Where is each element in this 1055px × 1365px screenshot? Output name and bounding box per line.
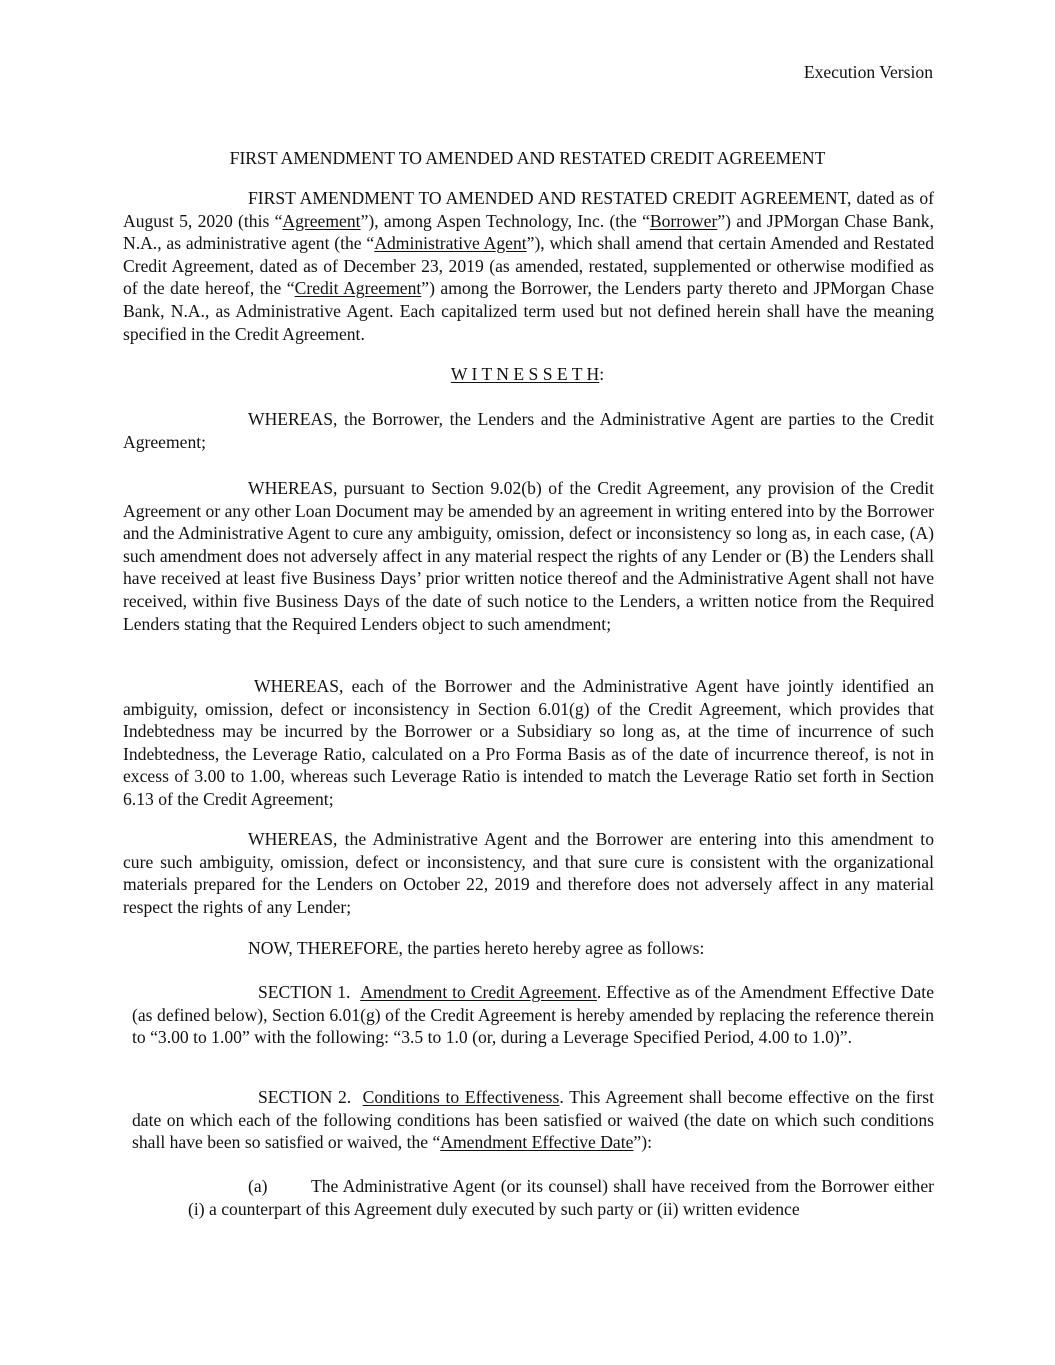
execution-version-label: Execution Version <box>803 62 933 82</box>
defined-term-borrower: Borrower <box>649 210 718 231</box>
defined-term-credit-agreement: Credit Agreement <box>294 278 422 299</box>
intro-paragraph: FIRST AMENDMENT TO AMENDED AND RESTATED CREDIT AGREEMENT, dated as of August 5, 2020 (this “Agreement”), among Aspen Technology, Inc. (the “Borrower”) and JPMorgan Chase Bank, N.A., as administrative agent (the “Administrative Agent”), which shall amend that certain Amended and Restated Credit Agreement, dated as of December 23, 2019 (as amended, restated, supplemented or otherwise modified as of the date hereof, the “Credit Agreement”) among the Borrower, the Lenders party thereto and JPMorgan Chase Bank, N.A., as Administrative Agent. Each capitalized term used but not defined herein shall have the meaning specified in the Credit Agreement. <box>123 188 935 344</box>
defined-term-amendment-effective-date: Amendment Effective Date <box>440 1132 634 1153</box>
section-2-number: SECTION 2. <box>258 1087 352 1107</box>
condition-a-label: (a) <box>248 1176 268 1196</box>
section-1-heading: Amendment to Credit Agreement <box>360 982 597 1002</box>
section-2-heading: Conditions to Effectiveness <box>362 1087 560 1107</box>
now-therefore-line: NOW, THEREFORE, the parties hereto hereby agree as follows: <box>248 938 705 958</box>
section-2-paragraph: SECTION 2. Conditions to Effectiveness. This Agreement shall become effective on the first date on which each of the following conditions has been satisfied or waived (the date on which such conditions shall have been so satisfied or waived, the “Amendment Effective Date”): <box>132 1087 934 1153</box>
whereas-paragraph-3: WHEREAS, each of the Borrower and the Administrative Agent have jointly identified an ambiguity, omission, defect or inconsistency in Section 6.01(g) of the Credit Agreement, which provides that Indebtedness may be incurred by the Borrower or a Subsidiary so long as, at the time of incurrence of such Indebtedness, the Leverage Ratio, calculated on a Pro Forma Basis as of the date of incurrence thereof, is not in excess of 3.00 to 1.00, whereas such Leverage Ratio is intended to match the Leverage Ratio set forth in Section 6.13 of the Credit Agreement; <box>123 676 934 809</box>
section-1-number: SECTION 1. <box>258 982 351 1002</box>
section-1-paragraph: SECTION 1. Amendment to Credit Agreement. Effective as of the Amendment Effective Date (as defined below), Section 6.01(g) of the Credit Agreement is hereby amended by replacing the reference therein to “3.00 to 1.00” with the following: “3.5 to 1.0 (or, during a Leverage Specified Period, 4.00 to 1.0)”. <box>132 982 935 1048</box>
witnesseth-heading: W I T N E S S E T H: <box>450 364 605 384</box>
document-title: FIRST AMENDMENT TO AMENDED AND RESTATED CREDIT AGREEMENT <box>229 148 826 168</box>
whereas-paragraph-1: WHEREAS, the Borrower, the Lenders and the Administrative Agent are parties to the Credit Agreement; <box>123 409 934 452</box>
whereas-paragraph-4: WHEREAS, the Administrative Agent and the Borrower are entering into this amendment to cure such ambiguity, omission, defect or inconsistency, and that sure cure is consistent with the organizational materials prepared for the Lenders on October 22, 2019 and therefore does not adversely affect in any material respect the rights of any Lender; <box>123 829 934 917</box>
defined-term-agreement: Agreement <box>282 210 361 231</box>
condition-a-paragraph: (a) The Administrative Agent (or its counsel) shall have received from the Borrower either (i) a counterpart of this Agreement duly executed by such party or (ii) written evidence <box>188 1176 934 1219</box>
defined-term-administrative-agent: Administrative Agent <box>374 233 527 254</box>
whereas-paragraph-2: WHEREAS, pursuant to Section 9.02(b) of the Credit Agreement, any provision of the Credit Agreement or any other Loan Document may be amended by an agreement in writing entered into by the Borrower and the Administrative Agent to cure any ambiguity, omission, defect or inconsistency so long as, in each case, (A) such amendment does not adversely affect in any material respect the rights of any Lender or (B) the Lenders shall have received at least five Business Days’ prior written notice thereof and the Administrative Agent shall not have received, within five Business Days of the date of such notice to the Lenders, a written notice from the Required Lenders stating that the Required Lenders object to such amendment; <box>123 478 934 634</box>
